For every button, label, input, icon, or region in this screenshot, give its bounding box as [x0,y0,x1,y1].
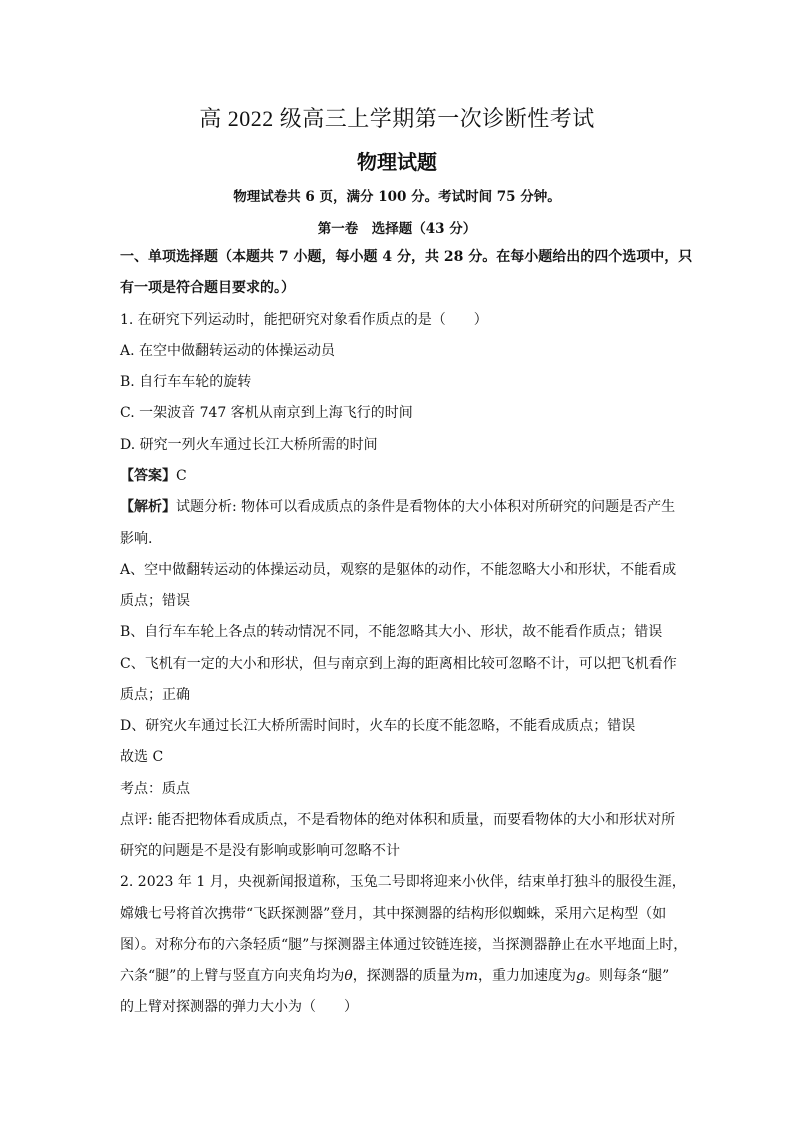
q1-analysis-line-1 [120,498,680,516]
answer-label: 【答案】 [120,468,176,484]
q1-analysis-line-3: A、空中做翻转运动的体操运动员，观察的是躯体的动作，不能忽略大小和形状，不能看成 [120,562,677,578]
q1-option-d: D. 研究一列火车通过长江大桥所需的时间 [120,437,378,453]
section-heading: 第一卷 选择题（43 分） [317,221,477,237]
theta-symbol: θ [344,968,353,984]
answer-value: C [176,468,187,484]
exam-subtitle: 物理试题 [357,152,437,174]
q1-stem: 1. 在研究下列运动时，能把研究对象看作质点的是（ ） [120,312,488,328]
q1-analysis-line-9: 故选 C [120,749,164,765]
q1-option-c: C. 一架波音 747 客机从南京到上海飞行的时间 [120,405,413,421]
q1-option-b: B. 自行车车轮的旋转 [120,374,252,390]
q1-analysis-line-6: C、飞机有一定的大小和形状，但与南京到上海的距离相比较可忽略不计，可以把飞机看作 [120,656,677,672]
q2-line-2: 嫦娥七号将首次携带“飞跃探测器”登月，其中探测器的结构形似蜘蛛，采用六足构型（如 [120,906,667,922]
q2-line-4-part-2: ，探测器的质量为 [352,968,465,984]
analysis-text: 试题分析: 物体可以看成质点的条件是看物体的大小体积对所研究的问题是否产生 [176,499,676,515]
q2-line-5: 的上臂对探测器的弹力大小为（ ） [120,999,358,1015]
q2-line-4 [120,967,680,985]
q1-analysis-line-11: 点评: 能否把物体看成质点，不是看物体的绝对体积和质量，而要看物体的大小和形状对所 [120,812,676,828]
q1-analysis-line-5: B、自行车车轮上各点的转动情况不同，不能忽略其大小、形状，故不能看作质点；错误 [120,624,663,640]
q1-option-a: A. 在空中做翻转运动的体操运动员 [120,343,336,359]
q2-line-1: 2. 2023 年 1 月，央视新闻报道称，玉兔二号即将迎来小伙伴，结束单打独斗的服役生涯， [120,874,686,890]
q2-line-3: 图）。对称分布的六条轻质“腿”与探测器主体通过铰链连接，当探测器静止在水平地面上时， [120,937,688,953]
q1-analysis-line-8: D、研究火车通过长江大桥所需时间时，火车的长度不能忽略，不能看成质点；错误 [120,718,636,734]
exam-title: 高 2022 级高三上学期第一次诊断性考试 [199,106,595,131]
q1-analysis-line-7: 质点；正确 [120,687,190,703]
exam-info: 物理试卷共 6 页，满分 100 分。考试时间 75 分钟。 [233,189,561,205]
instructions-line-1: 一、单项选择题（本题共 7 小题，每小题 4 分，共 28 分。在每小题给出的四个选项中，只 [120,249,693,265]
q1-analysis-line-10: 考点：质点 [120,781,190,797]
mass-symbol: m [464,968,479,984]
q1-answer [120,467,680,485]
q2-line-4-part-1: 六条“腿”的上臂与竖直方向夹角均为 [120,968,345,984]
q2-line-4-part-3: ，重力加速度为 [478,968,577,984]
q1-analysis-line-4: 质点；错误 [120,593,190,609]
q2-line-4-part-4: 。则每条“腿” [585,968,670,984]
analysis-label: 【解析】 [120,499,176,515]
gravity-symbol: g [576,968,586,984]
instructions-line-2: 有一项是符合题目要求的。） [120,280,295,296]
q1-analysis-line-2: 影响. [120,531,153,547]
q1-analysis-line-12: 研究的问题是不是没有影响或影响可忽略不计 [120,843,400,859]
